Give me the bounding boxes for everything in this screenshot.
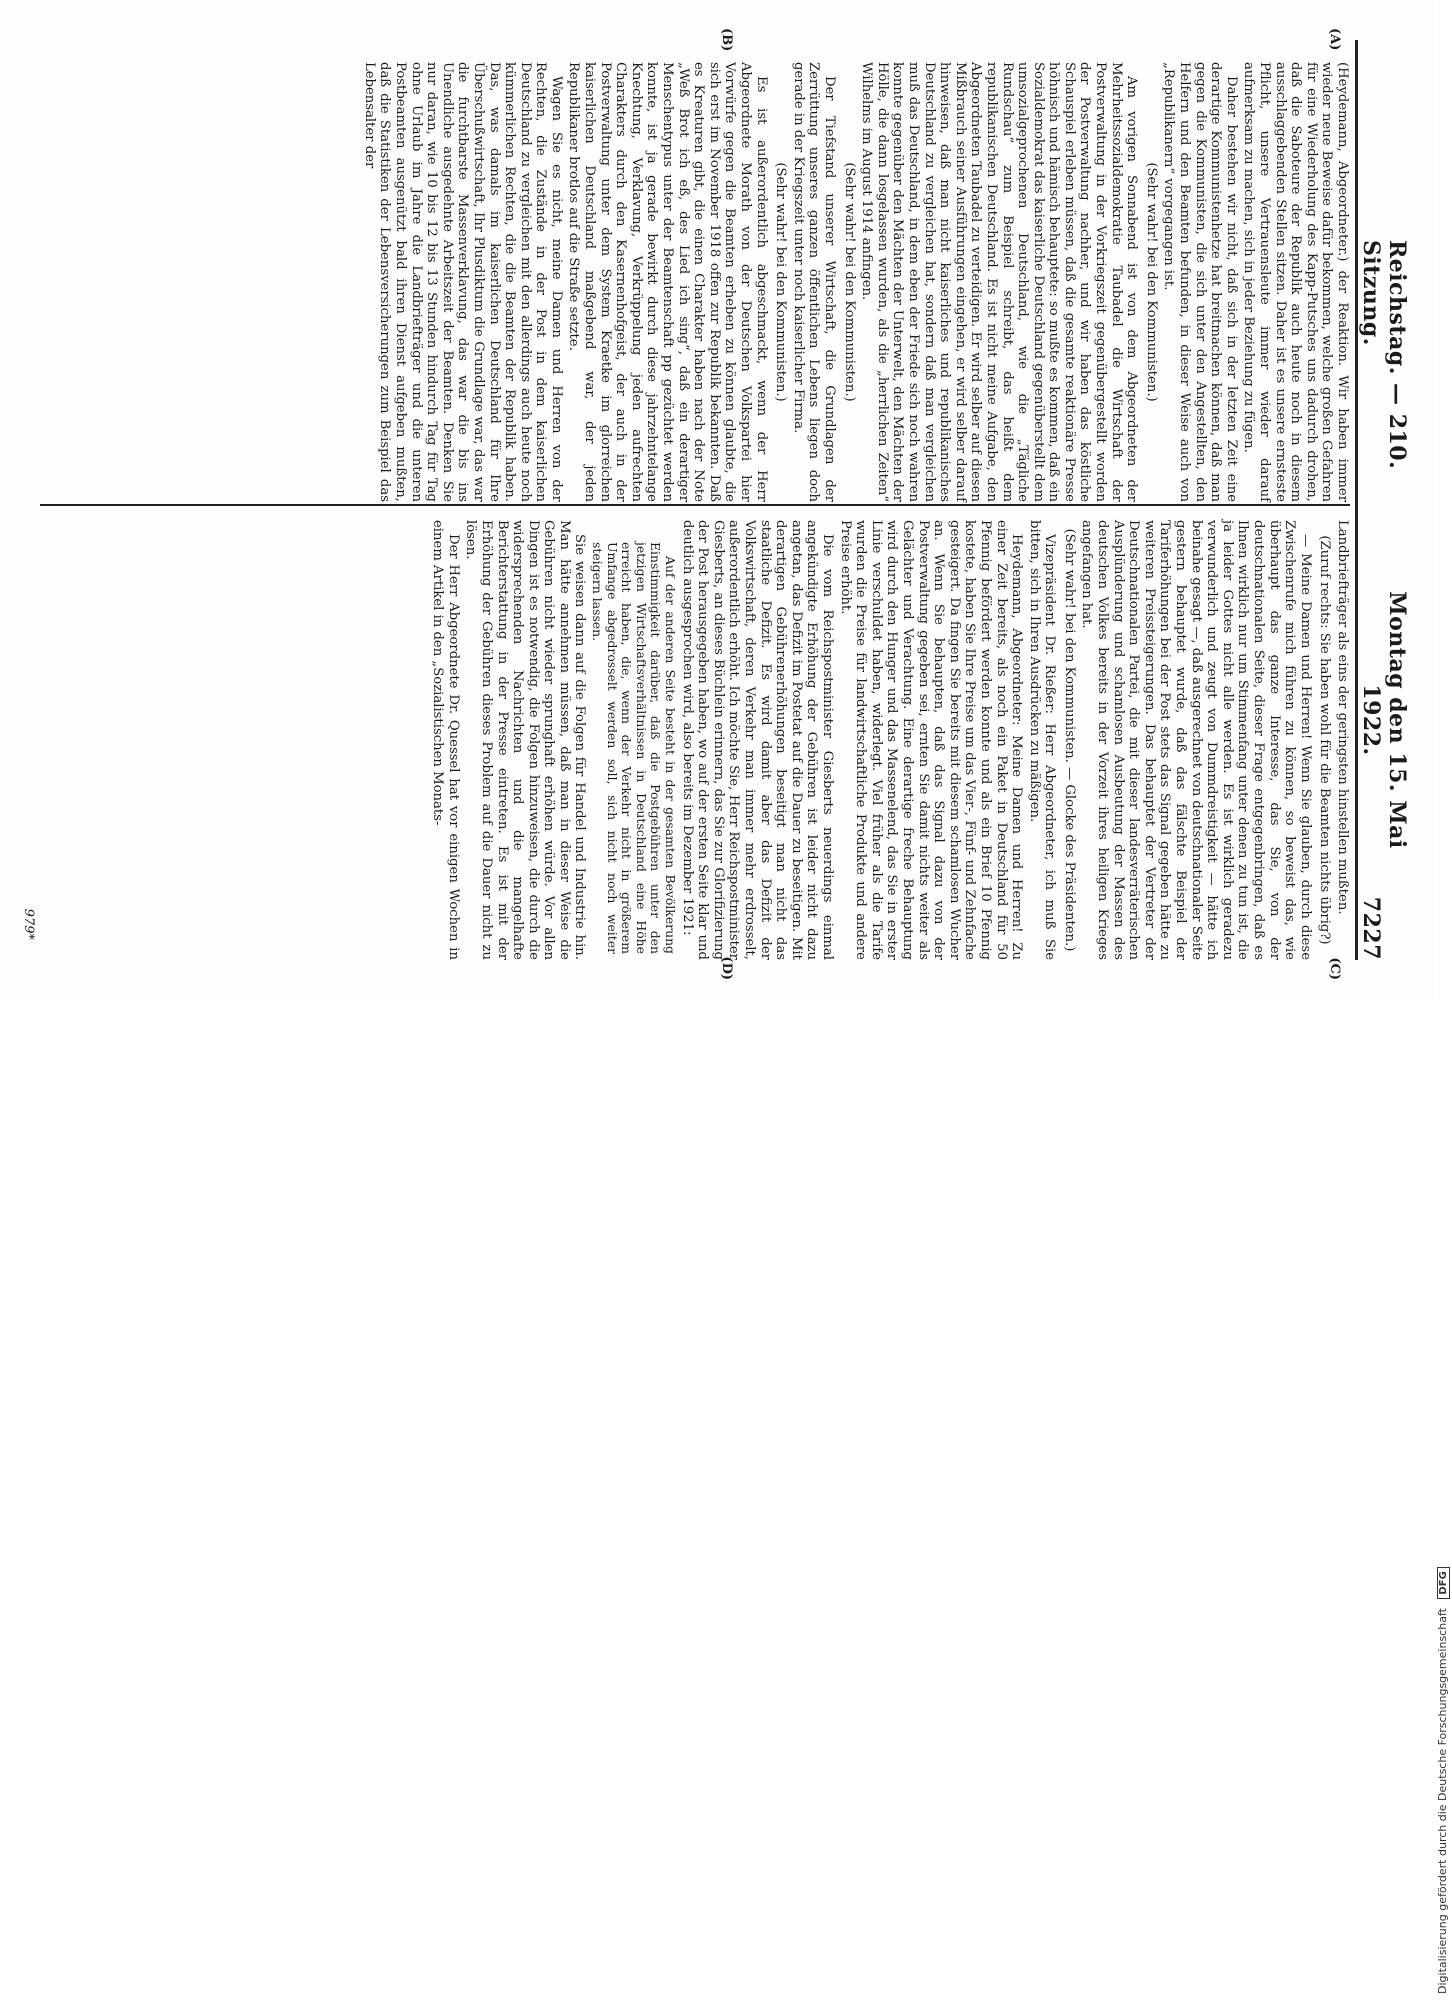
margin-marker-a: (A) bbox=[1327, 28, 1342, 51]
margin-marker-c: (C) bbox=[1327, 957, 1342, 980]
paragraph: Sie weisen dann auf die Folgen für Handel und Industrie hin. Man hätte annehmen müssen, daß man in dieser Weise die Gebühren nicht wieder sprunghaft erhöhen würde. Vor allen Dingen ist es notwendig, die Folgen hinzuweisen, die durch die widersprechenden Nachrichten und die mangelhafte Berichterstattung in der Presse eintreten. Es ist mit der Erhöhung der Gebühren dieses Problem auf die Dauer nicht zu lösen. bbox=[463, 520, 588, 960]
paragraph: Der Tiefstand unserer Wirtschaft, die Grundlagen der Zerrüttung unseres ganzen öffentlichen Lebens liegen doch gerade in der Kriegszeit unter noch kaiserlicher Firma. bbox=[790, 62, 837, 502]
paragraph: Landbriefträger als eins der geringsten hinstellen mußten. bbox=[1335, 520, 1350, 915]
paragraph: (Sehr wahr! bei den Kommunisten.) bbox=[841, 162, 857, 402]
sidenote-text: Digitalisierung gefördert durch die Deutsche Forschungsgemeinschaft bbox=[1436, 1608, 1449, 1994]
footer-page-ref: 979* bbox=[21, 908, 36, 940]
page-header bbox=[1355, 40, 1410, 960]
paragraph: Die vom Reichspostminister Giesberts neuerdings einmal angekündigte Erhöhung der Gebühren ist leider nicht dazu angetan, das Defizit im Postetat auf die Dauer zu beseitigen. Mit derartigen Gebührenerhöhungen beseitigt man nicht das staatliche Defizit. Es wird damit aber das Defizit der Volkswirtschaft, deren Verkehr man immer mehr erdrosselt, außerordentlich erhöht. Ich möchte Sie, Herr Reichspostminister Giesberts, an dieses Büchlein erinnern, das Sie zur Glorifizierung der Post herausgegeben haben, wo auf der ersten Seite klar und deutlich ausgesprochen wird, also bereits im Dezember 1921: bbox=[679, 520, 835, 960]
paragraph: Es ist außerordentlich abgeschmackt, wenn der Herr Abgeordnete Morath von der Deutschen Volkspartei hier Vorwürfe gegen die Beamten erheben zu können glaubte, die sich erst im November 1918 offen zur Republik bekannten. Daß es Kreaturen gibt, die einen Charakter haben nach der Note „Weß Brot ich eß, des Lied ich sing“, daß ein derartiger Menschentypus unter der Beamtenschaft pp gezüchtet werden konnte, ist ja gerade bewirkt durch diese jahrzehntelange Knechtung, Verklavung, Verkrüppelung jeden aufrechten Charakters durch den Kasernenhofgeist, der auch in der Postverwaltung unter dem System Kraetke im glorreichen kaiserlichen Deutschland maßgebend war, der jeden Republikaner brotlos auf die Straße setzte. bbox=[566, 62, 769, 502]
paragraph: (Heydemann, Abgeordneter.) der Reaktion. Wir haben immer wieder neue Beweise dafür bekommen, welche großen Gefahren für eine Wiederholung des Kapp-Putsches uns dadurch drohen, daß die Saboteure der Republik auch heute noch in diesem ausschlaggebenden Stellen sitzen. Daher ist es unsere ernsteste Pflicht, unsere Vertrauensleute immer wieder darauf aufmerksam zu machen, sich in jeder Beziehung zu fügen. bbox=[1241, 62, 1350, 502]
paragraph: Am vorigen Sonnabend ist von dem Abgeordneten der Mehrheitssozialdemokratie Taubadel die Wirtschaft der Postverwaltung in der Vorkriegszeit gegenübergestellt worden der Postverwaltung nachher, und wir haben das köstliche Schauspiel erleben müssen, daß die gesamte reaktionäre Presse höhnisch und hämisch behauptete: so mußte es kommen, daß ein Sozialdemokrat das kaiserliche Deutschland gegenüberstellt dem umsozialgeprochenen Deutschland, wie die „Tägliche Rundschau“ zum Beispiel schreibt, das heißt dem republikanischen Deutschland. Es ist nicht meine Aufgabe, den Abgeordneten Taubadel zu verteidigen. Er wird selber auf diesen Mißbrauch seiner Ausführungen eingehen, er wird selber darauf hinweisen, daß man nicht kaiserliches und republikanisches Deutschland zu vergleichen hat, sondern daß man vergleichen muß das Deutschland, in dem eben der Friede sich noch wahren konnte gegenüber den Mächten der Unterwelt, den Mächten der Hölle, die dann losgelassen wurden, als die „herrlichen Zeiten“ Wilhelms im August 1914 anfingen. bbox=[859, 62, 1140, 502]
header-date: Montag den 15. Mai 1922. bbox=[1358, 591, 1410, 849]
paragraph: Der Herr Abgeordnete Dr. Quessel hat vor einigen Wochen in einem Artikel in den „Sozialistischen Monats- bbox=[430, 520, 461, 960]
header-page-number: 7227 bbox=[1358, 896, 1384, 960]
column-divider bbox=[40, 504, 1350, 506]
scanned-page bbox=[0, 0, 1434, 1000]
dfg-sidenote bbox=[1434, 1000, 1452, 2000]
header-title: Reichstag. — 210. Sitzung. bbox=[1358, 240, 1410, 470]
paragraph: — Meine Damen und Herren! Wenn Sie glauben, durch diese Zwischenrufe mich führen zu können, so beweist das, wie überhaupt das ganze Interesse, das Sie, von der deutschnationalen Seite, dieser Frage entgegenbringen, daß es Ihnen wirklich nur um Stimmenfang unter denen zu tun ist, die ja leider Gottes nicht alle werden. Es ist wirklich geradezu verwunderlich und zeugt von Dummdreistigkeit — hätte ich beinahe gesagt —, daß ausgerechnet von deutschnationaler Seite gestern behauptet wurde, daß das fälschte Beispiel der Tariferhöhungen bei der Post stets das Signal gegeben hätte zu weiteren Preissteigerungen. Das behauptet der Vertreter der Deutschnationalen Partei, die mit dieser landesverräterischen Ausplünderung und schamlosen Ausbeutung der Massen des deutschen Volkes bereits in der Vorzeit ihres heiligen Krieges angefangen hat. bbox=[1079, 520, 1313, 960]
paragraph: Wagen Sie es nicht, meine Damen und Herren von der Rechten, die Zustände in der Post in dem kaiserlichen Deutschland zu vergleichen mit den allerdings auch heute noch kümmerlichen Rechten, die die Beamten der Republik haben. Das, was damals im kaiserlichen Deutschland für Ihre Überschußwirtschaft, Ihr Plusdiktum die Grundlage war, das war die furchtbarste Massenverklavung, das war die bis ins Unendliche ausgedehnte Arbeitszeit der Beamten. Denken Sie nur daran, wie 10 bis 12 bis 13 Stunden hindurch Tag für Tag ohne Urlaub im Jahre die Landbriefträger und die unteren Postbeamten ausgenützt bald ihren Dienst aufgeben mußten, daß die Statistiken der Lebensversicherungen zum Beispiel das Lebensalter der bbox=[361, 62, 564, 502]
paragraph: Daher bestehen wir nicht, daß sich in der letzten Zeit eine derartige Kommunistenhetze hat breitmachen können, daß man gegen die Kommunisten, die sich unter den Angestellten, den Helfern und den Beamten befunden, in dieser Weise auch von „Republikanern“ vorgegangen ist. bbox=[1161, 62, 1239, 502]
margin-marker-b: (B) bbox=[719, 28, 734, 52]
paragraph: (Sehr wahr! bei den Kommunisten.) bbox=[1143, 162, 1159, 402]
paragraph: (Sehr wahr! bei den Kommunisten. — Glocke des Präsidenten.) bbox=[1061, 528, 1077, 952]
paragraph: (Sehr wahr! bei den Kommunisten.) bbox=[773, 162, 789, 402]
dfg-logo: DFG bbox=[1437, 1567, 1450, 1598]
text-column-left bbox=[50, 62, 1350, 502]
paragraph: Auf der anderen Seite besteht in der gesamten Bevölkerung Einstimmigkeit darüber, daß die Postgebühren unter den jetzigen Wirtschaftsverhältnissen in Deutschland eine Höhe erreicht haben, die, wenn der Verkehr nicht in größerem Umfange abgedrosselt werden soll, sich nicht noch weiter steigern lassen. bbox=[590, 542, 679, 954]
text-column-right bbox=[50, 520, 1350, 960]
paragraph: Vizepräsident Dr. Rießer: Herr Abgeordneter, ich muß Sie bitten, sich in Ihren Ausdrücken zu mäßigen. bbox=[1026, 520, 1058, 960]
margin-marker-d: (D) bbox=[719, 956, 734, 980]
paragraph: (Zuruf rechts: Sie haben wohl für die Beamten nichts übrig?) bbox=[1317, 535, 1333, 945]
paragraph: Heydemann, Abgeordneter: Meine Damen und Herren! Zu einer Zeit bereits, als noch ein Paket in Deutschland für 50 Pfennig befördert werden konnte und als ein Brief 10 Pfennig kostete, haben Sie Ihre Preise um das Vier-, Fünf- und Zehnfache gesteigert. Da fingen Sie bereits mit diesem schamlosen Wucher an. Wenn Sie behaupten, daß das Signal dazu von der Postverwaltung gegeben sei, ernten Sie damit nichts weiter als Gelächter und Verachtung. Eine derartige freche Behauptung wird durch den Hunger und das Massenelend, das Sie in erster Linie verschuldet haben, widerlegt. Viel früher als die Tarife wurden die Preise für landwirtschaftliche Produkte und andere Preise erhöht. bbox=[837, 520, 1025, 960]
